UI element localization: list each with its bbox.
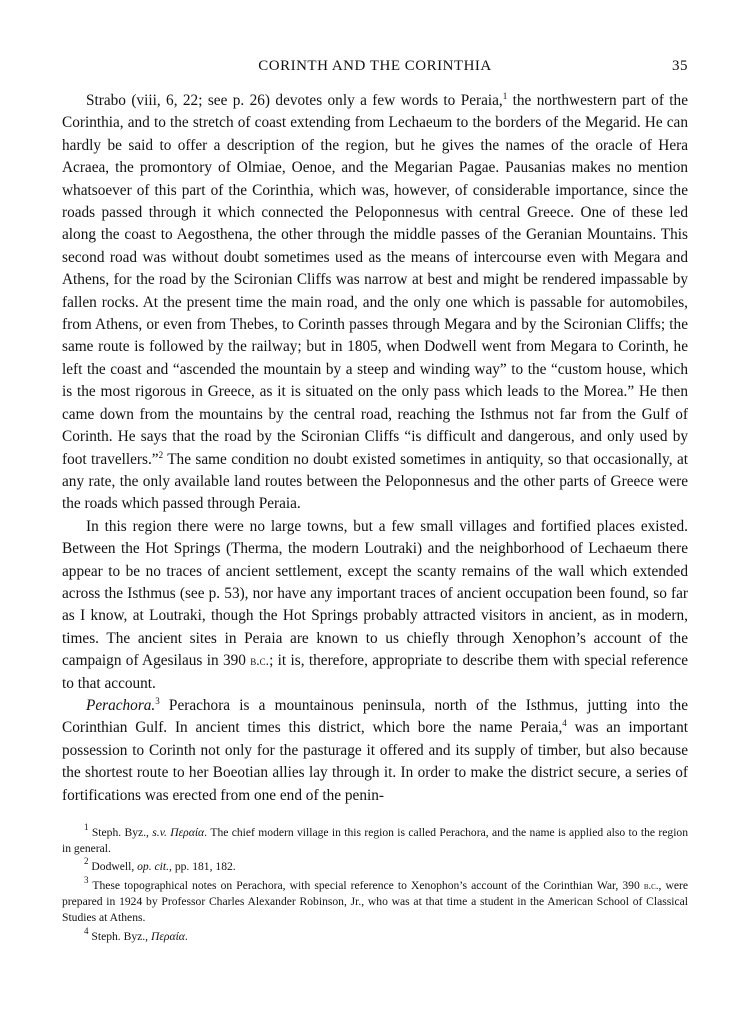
- footnote-text: , pp. 181, 182.: [169, 860, 236, 874]
- running-title: CORINTH AND THE CORINTHIA: [258, 58, 492, 74]
- footnotes: [62, 822, 689, 944]
- paragraph-text: In this region there were no large towns, but a few small villages and fortified places existed. Between the Hot Springs (Therma, the modern Loutraki) and the neighborhood of Lechaeum there appear to be no traces of ancient settlement, except the scanty remains of the wall which extended across the Isthmus (see p. 53), nor have any important traces of ancient occupation been found, so far as I know, at Loutraki, though the Hot Springs probably attracted visitors in ancient, as in modern, times. The ancient sites in Peraia are known to us chiefly through Xenophon’s account of the campaign of Agesilaus in 390: [62, 517, 688, 670]
- section-heading-perachora: Perachora.: [86, 696, 156, 714]
- footnote-2: [62, 856, 688, 875]
- era-abbreviation: b.c.: [643, 880, 659, 892]
- paragraph-region: [62, 516, 688, 695]
- footnote-mark: 4: [84, 925, 89, 936]
- footnote-text: Dodwell,: [88, 860, 138, 874]
- paragraph-text: Perachora is a mountainous peninsula, north of the Isthmus, jutting into the Corinthian Gulf. In ancient times this district, which bore the name Peraia,: [62, 696, 688, 737]
- footnote-text: Steph. Byz.,: [88, 826, 153, 839]
- footnote-ref-2[interactable]: 2: [158, 449, 164, 460]
- paragraph-text: The same condition no doubt existed sometimes in antiquity, so that occasionally, at any rate, the only available land routes between the Peloponnesus and the other parts of Greece were the roads which passed through Peraia.: [62, 450, 688, 513]
- footnote-mark: 2: [84, 856, 89, 867]
- paragraph-text: Strabo (viii, 6, 22; see p. 26) devotes only a few words to Peraia,: [86, 92, 503, 109]
- footnote-text: These topographical notes on Perachora, with special reference to Xenophon’s account of the Corinthian War, 390: [88, 878, 644, 892]
- footnote-text: . The chief modern village in this region is called Perachora, and the name is applied also to the region in general.: [62, 826, 689, 855]
- footnote-text: , were prepared in 1924 by Professor Charles Alexander Robinson, Jr., who was at that time a student in the American School of Classical Studies at Athens.: [62, 878, 688, 924]
- footnote-ref-1[interactable]: 1: [502, 91, 508, 101]
- page-number: 35: [672, 58, 688, 74]
- footnote-ref-4[interactable]: 4: [562, 718, 567, 729]
- footnote-abbrev: op. cit.: [137, 860, 170, 874]
- paragraph-perachora: [62, 695, 688, 807]
- footnote-mark: 3: [84, 874, 89, 885]
- paragraph-text: ; it is, therefore, appropriate to describe them with special reference to that account.: [62, 652, 689, 692]
- footnote-mark: 1: [84, 822, 89, 832]
- footnote-text: Steph. Byz.,: [88, 929, 151, 943]
- footnote-abbrev: s.v.: [152, 826, 167, 839]
- footnote-text: .: [184, 929, 188, 943]
- paragraph-text: the northwestern part of the Corinthia, and to the stretch of coast extending from Lechaeum to the borders of the Megarid. He can hardly be said to offer a description of the region, but he gives the names of the oracle of Hera Acraea, the promontory of Olmiae, Oenoe, and the Megarian Pagae. Pausanias makes no mention whatsoever of this part of the Corinthia, which was, however, of considerable importance, since the roads passed through it which connected the Peloponnesus with central Greece. One of these led along the coast to Aegosthena, the other through the middle passes of the Geranian Mountains. This second road was without doubt sometimes used as the means of intercourse even with Megara and Athens, for the road by the Scironian Cliffs was narrow at best and might be rendered impassable by fallen rocks. At the present time the main road, and the only one which is passable for automobiles, from Athens, or even from Thebes, to Corinth passes through Megara and by the Scironian Cliffs; the same route is followed by the railway; but in 1805, when Dodwell went from Megara to Corinth, he left the coast and “ascended the mountain by a steep and winding way” to the “custom house, which is the most rigorous in Greece, as it is situated on the only pass which leads to the Morea.” He then came down from the mountains by the central road, reaching the Isthmus not far from the Gulf of Corinth. He says that the road by the Scironian Cliffs “is difficult and dangerous, and only used by foot travellers.”: [62, 92, 688, 468]
- footnote-1: [62, 822, 689, 856]
- running-header: [62, 58, 688, 86]
- era-abbreviation: b.c.: [250, 653, 270, 669]
- paragraph-text: was an important possession to Corinth not only for the pasturage it offered and its supply of timber, but also because the shortest route to her Boeotian allies lay through it. In order to make the district secure, a series of fortifications was erected from one end of the penin-: [62, 719, 688, 804]
- footnote-greek: Περαία: [150, 929, 185, 943]
- footnote-4: [62, 925, 688, 945]
- main-text: [62, 90, 688, 807]
- book-page: [62, 58, 688, 944]
- footnote-3: [62, 874, 688, 926]
- footnote-greek: Περαία: [166, 826, 205, 839]
- footnote-separator: [62, 807, 688, 825]
- paragraph-strabo: [62, 90, 688, 516]
- footnote-ref-3[interactable]: 3: [155, 695, 160, 706]
